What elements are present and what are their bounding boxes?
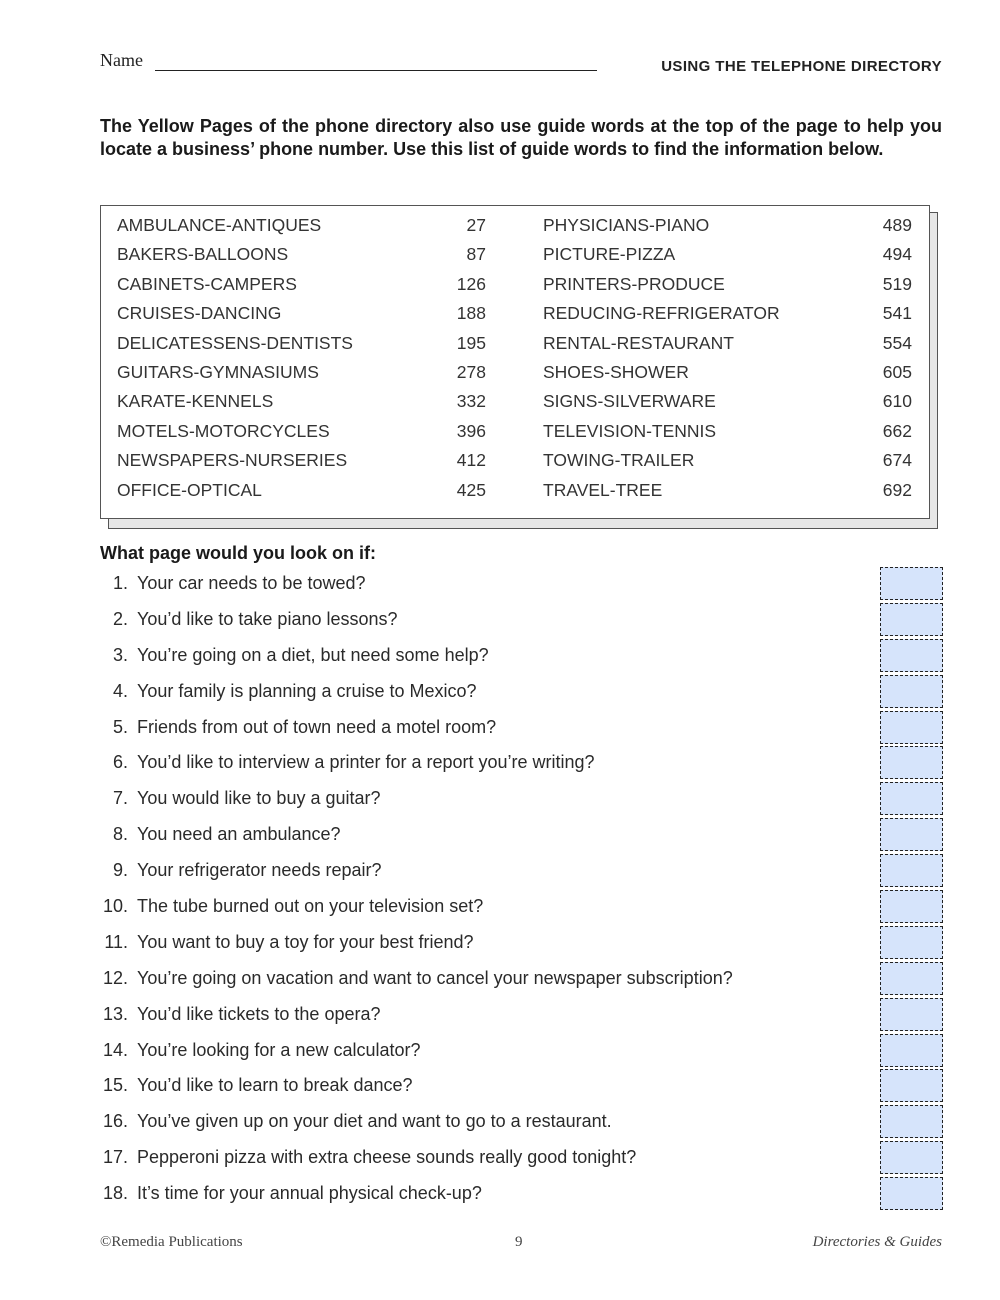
question-text: You’d like to interview a printer for a report you’re writing?: [137, 752, 595, 773]
guide-words: TOWING-TRAILER: [543, 450, 695, 471]
question-item: [100, 1143, 860, 1179]
guide-words: REDUCING-REFRIGERATOR: [543, 303, 780, 324]
guide-words: AMBULANCE-ANTIQUES: [117, 215, 322, 235]
directory-entry: [117, 300, 487, 329]
question-number: 10.: [102, 896, 128, 917]
directory-page-number: 396: [456, 420, 486, 441]
question-item: [100, 1036, 860, 1072]
question-item: [100, 605, 860, 641]
directory-page-number: 412: [456, 450, 486, 471]
question-text: The tube burned out on your television set?: [137, 896, 484, 917]
answer-box[interactable]: [880, 603, 943, 636]
question-item: [100, 677, 860, 713]
answer-box[interactable]: [880, 746, 943, 779]
directory-page-number: 332: [456, 391, 486, 412]
directory-page-number: 425: [456, 479, 486, 500]
directory-entry: [543, 477, 913, 506]
directory-page-number: 188: [456, 303, 486, 324]
guide-words: KARATE-KENNELS: [117, 391, 274, 412]
name-field[interactable]: [155, 70, 597, 71]
question-text: You’d like tickets to the opera?: [137, 1003, 381, 1024]
answer-box[interactable]: [880, 1105, 943, 1138]
directory-entry: [117, 241, 487, 270]
page-header: [100, 48, 942, 78]
question-item: [100, 748, 860, 784]
question-item: [100, 569, 860, 605]
directory-entry: [543, 359, 913, 388]
directory-entry: [117, 477, 487, 506]
question-number: 17.: [102, 1147, 128, 1168]
answer-box[interactable]: [880, 998, 943, 1031]
directory-entry: [543, 212, 913, 241]
directory-page-number: 126: [456, 273, 486, 294]
question-number: 15.: [102, 1075, 128, 1096]
question-item: [100, 1071, 860, 1107]
answer-column: [880, 567, 943, 1213]
question-number: 18.: [102, 1183, 128, 1204]
answer-box[interactable]: [880, 567, 943, 600]
page-footer: [100, 1234, 942, 1254]
directory-entry: [117, 330, 487, 359]
question-text: It’s time for your annual physical check-up?: [137, 1183, 482, 1204]
question-number: 1.: [112, 573, 128, 593]
guide-words: MOTELS-MOTORCYCLES: [117, 420, 330, 441]
directory-page-number: 278: [456, 361, 486, 382]
questions-list: [100, 569, 860, 1215]
directory-entry: [543, 241, 913, 270]
question-number: 4.: [112, 680, 128, 701]
question-text: You want to buy a toy for your best friend?: [137, 931, 474, 952]
question-text: Your family is planning a cruise to Mexico?: [137, 680, 477, 701]
directory-page-number: 605: [882, 361, 912, 382]
question-text: You’re going on a diet, but need some help?: [137, 644, 489, 665]
directory-entry: [117, 271, 487, 300]
question-text: You’d like to learn to break dance?: [137, 1075, 413, 1096]
answer-box[interactable]: [880, 818, 943, 851]
directory-entry: [117, 418, 487, 447]
directory-entry: [543, 300, 913, 329]
directory-entry: [117, 388, 487, 417]
question-text: You’d like to take piano lessons?: [137, 608, 398, 629]
questions-heading: What page would you look on if:: [100, 543, 376, 563]
directory-page-number: 489: [882, 215, 912, 235]
question-number: 12.: [102, 967, 128, 988]
question-item: [100, 1179, 860, 1215]
directory-entry: [117, 212, 487, 241]
guide-words: DELICATESSENS-DENTISTS: [117, 332, 353, 353]
answer-box[interactable]: [880, 1141, 943, 1174]
guide-words: RENTAL-RESTAURANT: [543, 332, 734, 353]
directory-page-number: 494: [882, 244, 912, 265]
question-item: [100, 1107, 860, 1143]
question-item: [100, 856, 860, 892]
question-text: You need an ambulance?: [137, 824, 341, 845]
question-number: 2.: [112, 608, 128, 629]
question-text: You would like to buy a guitar?: [137, 788, 381, 809]
answer-box[interactable]: [880, 854, 943, 887]
answer-box[interactable]: [880, 782, 943, 815]
question-number: 11.: [104, 931, 128, 952]
directory-column-left: [117, 212, 487, 506]
question-item: [100, 892, 860, 928]
answer-box[interactable]: [880, 962, 943, 995]
worksheet-title: USING THE TELEPHONE DIRECTORY: [661, 58, 942, 75]
question-text: Pepperoni pizza with extra cheese sounds really good tonight?: [137, 1147, 637, 1168]
directory-entry: [543, 418, 913, 447]
directory-page-number: 541: [882, 303, 912, 324]
question-number: 16.: [102, 1111, 128, 1132]
question-number: 6.: [112, 752, 128, 773]
answer-box[interactable]: [880, 1069, 943, 1102]
guide-words: PRINTERS-PRODUCE: [543, 273, 725, 294]
directory-column-right: [543, 212, 913, 506]
answer-box[interactable]: [880, 890, 943, 923]
directory-entry: [543, 388, 913, 417]
guide-words: SHOES-SHOWER: [543, 361, 689, 382]
guide-words: CABINETS-CAMPERS: [117, 273, 297, 294]
question-number: 3.: [112, 644, 128, 665]
guide-words: CRUISES-DANCING: [117, 303, 282, 324]
question-item: [100, 713, 860, 749]
question-number: 7.: [112, 788, 128, 809]
answer-box[interactable]: [880, 1034, 943, 1067]
question-text: Your car needs to be towed?: [137, 573, 366, 593]
question-number: 13.: [102, 1003, 128, 1024]
directory-page-number: 662: [882, 420, 912, 441]
guide-words-directory: [100, 205, 930, 519]
question-item: [100, 928, 860, 964]
guide-words: GUITARS-GYMNASIUMS: [117, 361, 319, 382]
guide-words: OFFICE-OPTICAL: [117, 479, 262, 500]
answer-box[interactable]: [880, 926, 943, 959]
guide-words: BAKERS-BALLOONS: [117, 244, 289, 265]
directory-entry: [543, 447, 913, 476]
answer-box[interactable]: [880, 711, 943, 744]
directory-page-number: 554: [882, 332, 912, 353]
directory-page-number: 692: [882, 479, 912, 500]
directory-entry: [543, 330, 913, 359]
question-text: You’re going on vacation and want to cancel your newspaper subscription?: [137, 967, 733, 988]
question-number: 8.: [112, 824, 128, 845]
directory-page-number: 519: [882, 273, 912, 294]
question-item: [100, 641, 860, 677]
directory-page-number: 195: [456, 332, 486, 353]
name-label: Name: [100, 50, 143, 70]
question-number: 5.: [112, 716, 128, 737]
question-text: You’ve given up on your diet and want to go to a restaurant.: [137, 1111, 612, 1132]
question-item: [100, 784, 860, 820]
directory-page-number: 674: [882, 450, 912, 471]
question-item: [100, 820, 860, 856]
guide-words: NEWSPAPERS-NURSERIES: [117, 450, 348, 471]
question-item: [100, 1000, 860, 1036]
page-number: 9: [515, 1234, 523, 1250]
answer-box[interactable]: [880, 639, 943, 672]
question-number: 14.: [102, 1039, 128, 1060]
instructions-text: The Yellow Pages of the phone directory also use guide words at the top of the page to help you locate a business’ phone number. Use this list of guide words to find the information below.: [100, 116, 942, 159]
question-text: Your refrigerator needs repair?: [137, 860, 382, 881]
guide-words: SIGNS-SILVERWARE: [543, 391, 716, 412]
guide-words: PICTURE-PIZZA: [543, 244, 676, 265]
directory-page-number: 610: [882, 391, 912, 412]
directory-entry: [117, 359, 487, 388]
directory-page-number: 87: [466, 244, 486, 265]
question-number: 9.: [112, 860, 128, 881]
directory-entry: [543, 271, 913, 300]
section-name: Directories & Guides: [812, 1234, 942, 1250]
directory-entry: [117, 447, 487, 476]
guide-words: PHYSICIANS-PIANO: [543, 215, 710, 235]
answer-box[interactable]: [880, 675, 943, 708]
guide-words: TELEVISION-TENNIS: [543, 420, 717, 441]
question-text: You’re looking for a new calculator?: [137, 1039, 421, 1060]
guide-words: TRAVEL-TREE: [543, 479, 663, 500]
question-text: Friends from out of town need a motel room?: [137, 716, 497, 737]
answer-box[interactable]: [880, 1177, 943, 1210]
directory-page-number: 27: [466, 215, 486, 235]
publisher-credit: ©Remedia Publications: [100, 1234, 243, 1250]
question-item: [100, 964, 860, 1000]
